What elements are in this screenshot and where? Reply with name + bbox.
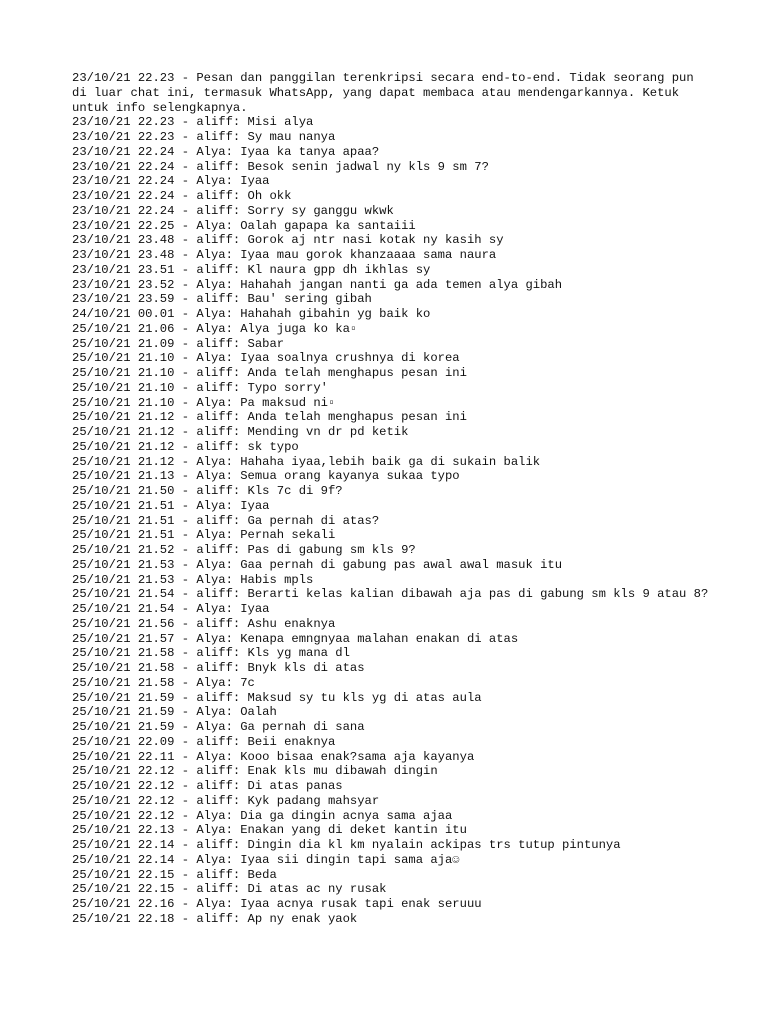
chat-line: 25/10/21 21.51 - Alya: Pernah sekali xyxy=(72,528,336,543)
chat-line: 25/10/21 21.56 - aliff: Ashu enaknya xyxy=(72,616,336,631)
chat-line: 25/10/21 21.52 - aliff: Pas di gabung sm kls 9? xyxy=(72,543,416,557)
chat-line: 23/10/21 22.25 - Alya: Oalah gapapa ka santaiii xyxy=(72,218,416,233)
chat-line: 25/10/21 21.10 - aliff: Typo sorry' xyxy=(72,380,328,395)
chat-line: 25/10/21 22.12 - aliff: Kyk padang mahsyar xyxy=(72,793,380,808)
chat-line: 25/10/21 21.53 - Alya: Gaa pernah di gabung pas awal awal masuk itu xyxy=(72,557,563,572)
chat-line: 25/10/21 21.10 - aliff: Anda telah menghapus pesan ini xyxy=(72,366,467,380)
chat-line: 25/10/21 22.12 - Alya: Dia ga dingin acnya sama ajaa xyxy=(72,808,453,823)
chat-line: 25/10/21 22.12 - aliff: Enak kls mu dibawah dingin xyxy=(72,764,438,779)
chat-line: 25/10/21 22.18 - aliff: Ap ny enak yaok xyxy=(72,911,358,926)
chat-line: 25/10/21 21.54 - Alya: Iyaa xyxy=(72,602,270,616)
chat-line: 23/10/21 22.23 - Pesan dan panggilan terenkripsi secara end-to-end. Tidak seorang pun di luar chat ini, termasuk WhatsApp, yang dapat membaca atau mendengarkannya. Ketuk untuk info selengkapnya. xyxy=(72,71,701,115)
chat-line: 24/10/21 00.01 - Alya: Hahahah gibahin yg baik ko xyxy=(72,307,431,321)
chat-line: 25/10/21 21.12 - aliff: sk typo xyxy=(72,439,299,454)
chat-line: 23/10/21 23.51 - aliff: Kl naura gpp dh ikhlas sy xyxy=(72,262,431,277)
chat-line: 25/10/21 22.14 - aliff: Dingin dia kl km nyalain ackipas trs tutup pintunya xyxy=(72,838,621,852)
chat-line: 25/10/21 21.57 - Alya: Kenapa emngnyaa malahan enakan di atas xyxy=(72,631,519,646)
chat-line: 25/10/21 22.11 - Alya: Kooo bisaa enak?sama aja kayanya xyxy=(72,749,475,764)
chat-line: 23/10/21 22.24 - aliff: Besok senin jadwal ny kls 9 sm 7? xyxy=(72,159,489,174)
chat-line: 25/10/21 22.12 - aliff: Di atas panas xyxy=(72,779,343,793)
chat-line: 23/10/21 22.24 - Alya: Iyaa xyxy=(72,174,270,189)
chat-line: 25/10/21 22.14 - Alya: Iyaa sii dingin tapi sama aja☺ xyxy=(72,852,460,867)
chat-line: 25/10/21 22.13 - Alya: Enakan yang di deket kantin itu xyxy=(72,823,467,838)
chat-line: 23/10/21 22.23 - aliff: Sy mau nanya xyxy=(72,130,336,144)
chat-line: 25/10/21 21.10 - Alya: Pa maksud ni▫ xyxy=(72,395,336,410)
chat-line: 25/10/21 21.59 - Alya: Ga pernah di sana xyxy=(72,720,365,734)
chat-line: 25/10/21 21.58 - aliff: Kls yg mana dl xyxy=(72,646,350,661)
chat-line: 23/10/21 23.59 - aliff: Bau' sering gibah xyxy=(72,292,372,307)
chat-line: 23/10/21 23.52 - Alya: Hahahah jangan nanti ga ada temen alya gibah xyxy=(72,277,563,292)
chat-line: 25/10/21 22.16 - Alya: Iyaa acnya rusak tapi enak seruuu xyxy=(72,897,482,911)
chat-line: 25/10/21 22.09 - aliff: Beii enaknya xyxy=(72,734,336,749)
chat-line: 25/10/21 21.58 - aliff: Bnyk kls di atas xyxy=(72,661,365,675)
chat-line: 25/10/21 21.53 - Alya: Habis mpls xyxy=(72,572,314,587)
chat-line: 25/10/21 21.12 - aliff: Mending vn dr pd ketik xyxy=(72,425,409,439)
chat-line: 25/10/21 21.59 - aliff: Maksud sy tu kls yg di atas aula xyxy=(72,690,482,705)
chat-line: 25/10/21 21.13 - Alya: Semua orang kayanya sukaa typo xyxy=(72,469,460,484)
chat-line: 25/10/21 21.10 - Alya: Iyaa soalnya crushnya di korea xyxy=(72,351,460,366)
chat-export-document xyxy=(72,71,712,927)
chat-line: 23/10/21 23.48 - aliff: Gorok aj ntr nasi kotak ny kasih sy xyxy=(72,233,504,248)
chat-line: 25/10/21 21.51 - Alya: Iyaa xyxy=(72,498,270,513)
chat-line: 25/10/21 21.09 - aliff: Sabar xyxy=(72,336,285,351)
chat-line: 25/10/21 22.15 - aliff: Di atas ac ny rusak xyxy=(72,882,387,897)
chat-line: 25/10/21 21.58 - Alya: 7c xyxy=(72,675,255,690)
chat-line: 23/10/21 22.23 - aliff: Misi alya xyxy=(72,115,314,130)
chat-line: 25/10/21 21.06 - Alya: Alya juga ko ka▫ xyxy=(72,321,358,336)
chat-line: 25/10/21 21.54 - aliff: Berarti kelas kalian dibawah aja pas di gabung sm kls 9 atau 8? xyxy=(72,587,709,602)
chat-line: 25/10/21 21.12 - Alya: Hahaha iyaa,lebih baik ga di sukain balik xyxy=(72,454,541,469)
chat-line: 23/10/21 22.24 - Alya: Iyaa ka tanya apaa? xyxy=(72,144,380,159)
chat-line: 25/10/21 21.51 - aliff: Ga pernah di atas? xyxy=(72,513,380,528)
chat-line: 23/10/21 22.24 - aliff: Oh okk xyxy=(72,189,292,203)
chat-line: 23/10/21 23.48 - Alya: Iyaa mau gorok khanzaaaa sama naura xyxy=(72,248,497,262)
chat-line: 25/10/21 22.15 - aliff: Beda xyxy=(72,867,277,882)
chat-line: 25/10/21 21.59 - Alya: Oalah xyxy=(72,705,277,720)
chat-line: 23/10/21 22.24 - aliff: Sorry sy ganggu wkwk xyxy=(72,203,394,218)
chat-line: 25/10/21 21.50 - aliff: Kls 7c di 9f? xyxy=(72,484,343,498)
chat-line: 25/10/21 21.12 - aliff: Anda telah menghapus pesan ini xyxy=(72,410,467,425)
